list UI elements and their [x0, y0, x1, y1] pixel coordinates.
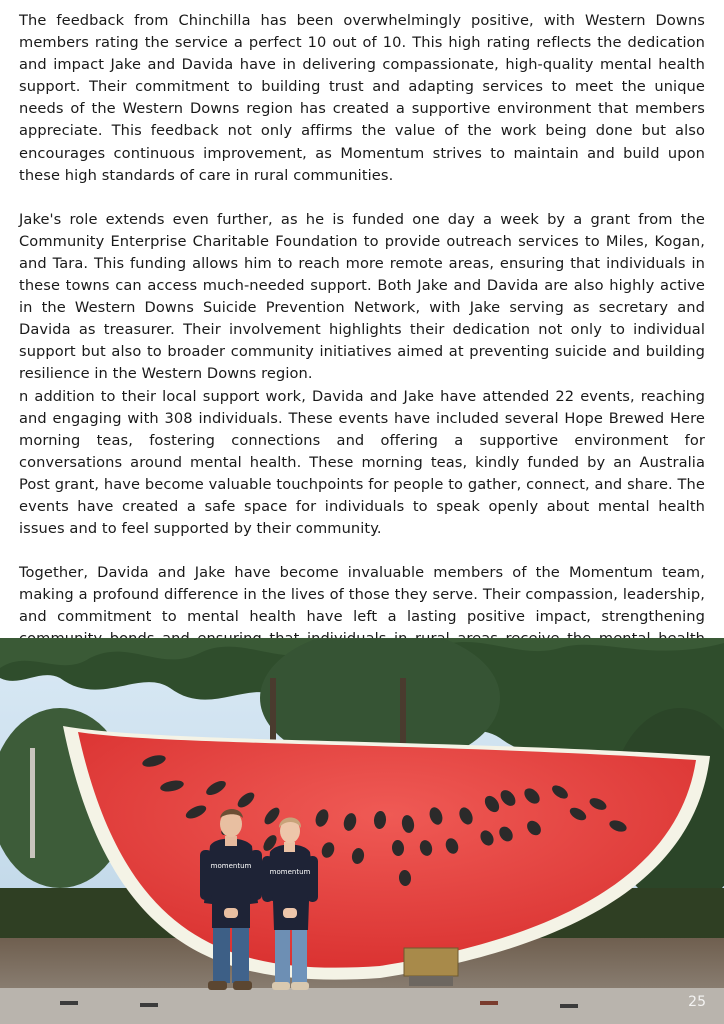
article-body: [19, 10, 705, 695]
big-watermelon-photo: [0, 638, 724, 1024]
paragraph-jake-role: Jake's role extends even further, as he is funded one day a week by a grant from the Community Enterprise Charitable Foundation to provide outreach services to Miles, Kogan, and Tara. This funding allows him to reach more remote areas, ensuring that individuals in these towns can access much-needed support. Both Jake and Davida are also highly active in the Western Downs Suicide Prevention Network, with Jake serving as secretary and Davida as treasurer. Their involvement highlights their dedication not only to individual support but also to broader community initiatives aimed at preventing suicide and building resilience in the Western Downs region.: [19, 210, 705, 383]
photo-illustration: [0, 638, 724, 1024]
page-number: 25: [688, 994, 706, 1010]
paragraph-events: n addition to their local support work, Davida and Jake have attended 22 events, reaching and engaging with 308 individuals. These events have included several Hope Brewed Here morning teas, fostering connections and offering a supportive environment for conversations around mental health. These morning teas, kindly funded by an Australia Post grant, have become valuable touchpoints for people to gather, connect, and share. The events have created a safe space for individuals to speak openly about mental health issues and to feel supported by their community.: [19, 387, 705, 538]
paragraph-feedback: The feedback from Chinchilla has been overwhelmingly positive, with Western Downs members rating the service a perfect 10 out of 10. This high rating reflects the dedication and impact Jake and Davida have in delivering compassionate, high-quality mental health support. Their commitment to building trust and adapting services to meet the unique needs of the Western Downs region has created a supportive environment that members appreciate. This feedback not only affirms the value of the work being done but also encourages continuous improvement, as Momentum strives to maintain and build upon these high standards of care in rural communities.: [19, 12, 705, 184]
paragraph-together: Together, Davida and Jake have become invaluable members of the Momentum team, making a profound difference in the lives of those they serve. Their compassion, leadership, and commitment to mental health have left a lasting positive impact, strengthening: [19, 564, 705, 626]
shirt-logo-jake: momentum: [210, 862, 252, 870]
shirt-logo-davida: momentum: [269, 868, 311, 876]
